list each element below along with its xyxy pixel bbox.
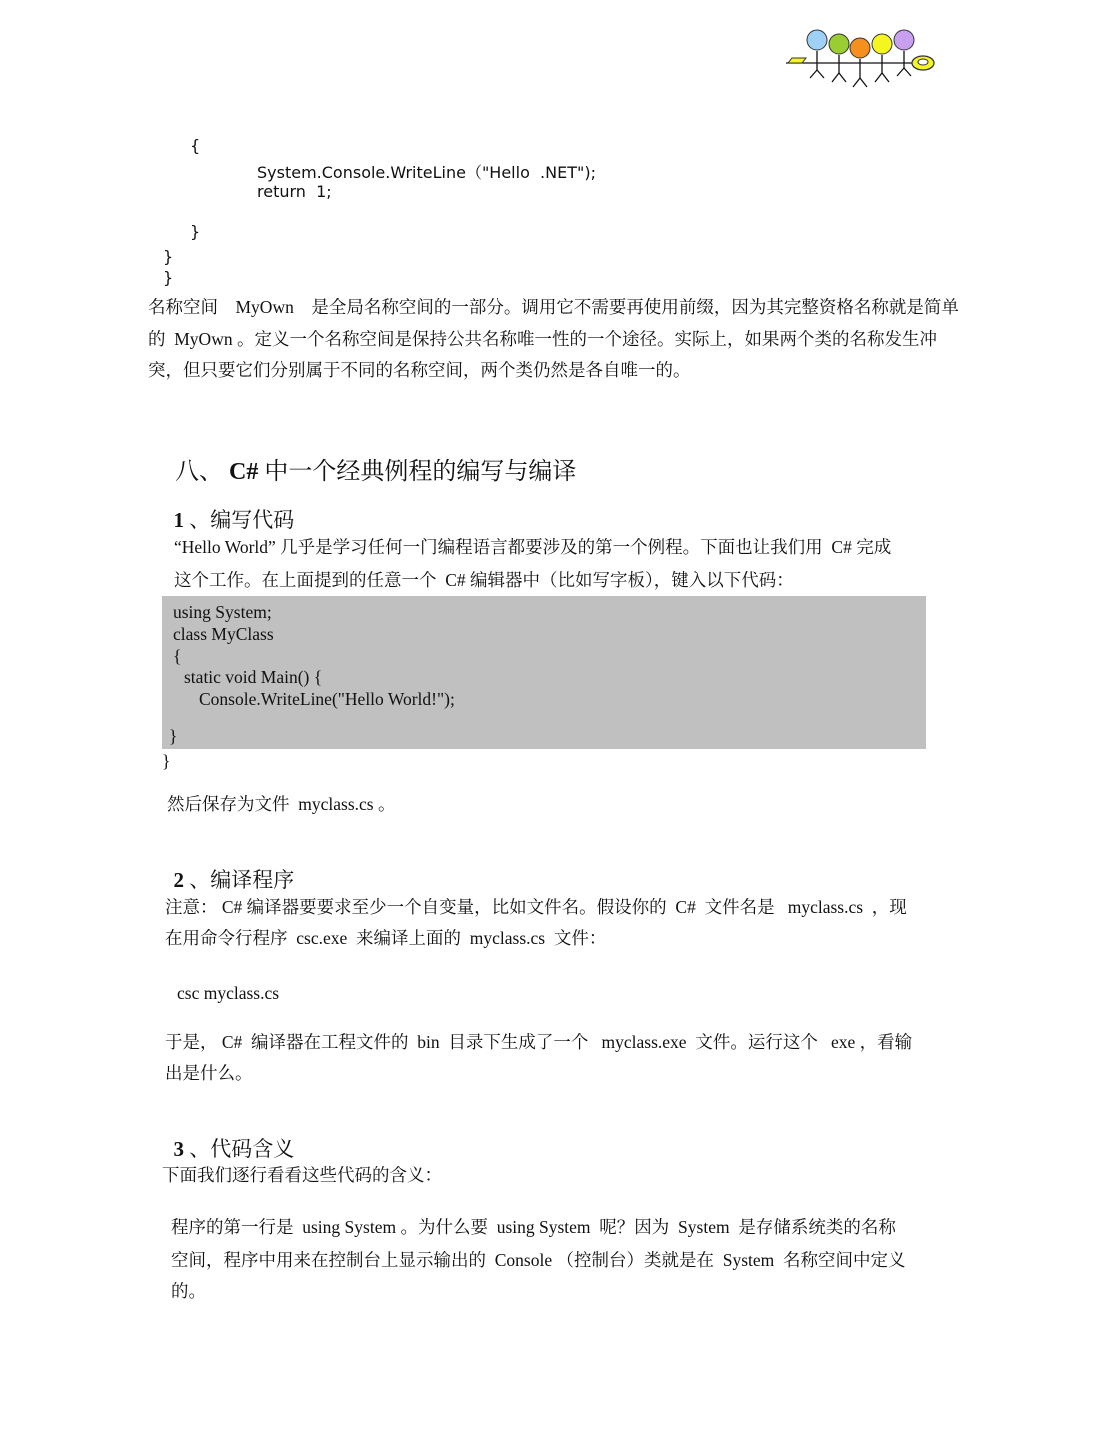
meaning-intro: 下面我们逐行看看这些代码的含义： bbox=[162, 1165, 442, 1185]
code-block-line: } bbox=[169, 726, 178, 746]
compile-paragraph-line-2: 在用命令行程序 csc.exe 来编译上面的 myclass.cs 文件： bbox=[165, 928, 607, 948]
subheading-title: 、代码含义 bbox=[189, 1137, 295, 1161]
result-paragraph-line-1: 于是， C# 编译器在工程文件的 bin 目录下生成了一个 myclass.exe 文件。运行这个 exe ，看输 bbox=[165, 1032, 913, 1052]
namespace-paragraph-line-1: 名称空间 MyOwn 是全局名称空间的一部分。调用它不需要再使用前缀，因为其完整资格名称就是简单 bbox=[148, 297, 959, 317]
subheading-compile bbox=[163, 839, 294, 894]
result-paragraph-line-2: 出是什么。 bbox=[165, 1063, 253, 1083]
subheading-number: 3 bbox=[173, 1137, 184, 1161]
code-block-line: static void Main() { bbox=[184, 667, 323, 687]
section-heading-bold: C# bbox=[229, 459, 259, 485]
code-block-line: using System; bbox=[173, 602, 272, 622]
section-heading-prefix: 八、 bbox=[175, 459, 223, 485]
header-logo bbox=[782, 26, 942, 92]
section-heading-text: 中一个经典例程的编写与编译 bbox=[258, 459, 577, 485]
meaning-paragraph-line-3: 的。 bbox=[171, 1281, 206, 1301]
compile-paragraph-line-1: 注意： C# 编译器要要求至少一个自变量，比如文件名。假设你的 C# 文件名是 myclass.cs ，现 bbox=[165, 897, 907, 917]
code-line-writeline: System.Console.WriteLine（"Hello .NET"); bbox=[257, 163, 596, 182]
code-line-close-brace-3: } bbox=[163, 268, 174, 287]
meaning-paragraph-line-2: 空间，程序中用来在控制台上显示输出的 Console （控制台）类就是在 System 名称空间中定义 bbox=[171, 1250, 906, 1270]
subheading-number: 1 bbox=[173, 508, 184, 532]
subheading-title: 、编译程序 bbox=[189, 868, 295, 892]
hello-paragraph-line-1: “Hello World” 几乎是学习任何一门编程语言都要涉及的第一个例程。下面也让我们用 C# 完成 bbox=[174, 537, 892, 557]
namespace-paragraph-line-3: 突，但只要它们分别属于不同的名称空间，两个类仍然是各自唯一的。 bbox=[148, 360, 691, 380]
code-block-line: } bbox=[162, 751, 171, 771]
code-block-line: { bbox=[173, 646, 182, 666]
code-line-close-brace-1: } bbox=[190, 222, 201, 241]
code-line-close-brace-2: } bbox=[163, 247, 174, 266]
subheading-write-code bbox=[163, 479, 294, 534]
subheading-code-meaning bbox=[163, 1108, 294, 1163]
subheading-number: 2 bbox=[173, 868, 184, 892]
namespace-paragraph-line-2: 的 MyOwn 。定义一个名称空间是保持公共名称唯一性的一个途径。实际上，如果两个类的名称发生冲 bbox=[148, 329, 937, 349]
compile-command: csc myclass.cs bbox=[177, 983, 280, 1003]
code-block-line: class MyClass bbox=[173, 624, 274, 644]
hello-paragraph-line-2: 这个工作。在上面提到的任意一个 C# 编辑器中（比如写字板），键入以下代码： bbox=[174, 570, 794, 590]
meaning-paragraph-line-1: 程序的第一行是 using System 。为什么要 using System 呢？因为 System 是存储系统类的名称 bbox=[171, 1217, 896, 1237]
subheading-title: 、编写代码 bbox=[189, 508, 295, 532]
save-paragraph: 然后保存为文件 myclass.cs 。 bbox=[167, 794, 396, 814]
section-heading bbox=[163, 424, 576, 486]
code-block-line: Console.WriteLine("Hello World!"); bbox=[199, 689, 455, 709]
code-line-open-brace: { bbox=[190, 136, 201, 155]
code-line-return: return 1; bbox=[257, 182, 332, 201]
